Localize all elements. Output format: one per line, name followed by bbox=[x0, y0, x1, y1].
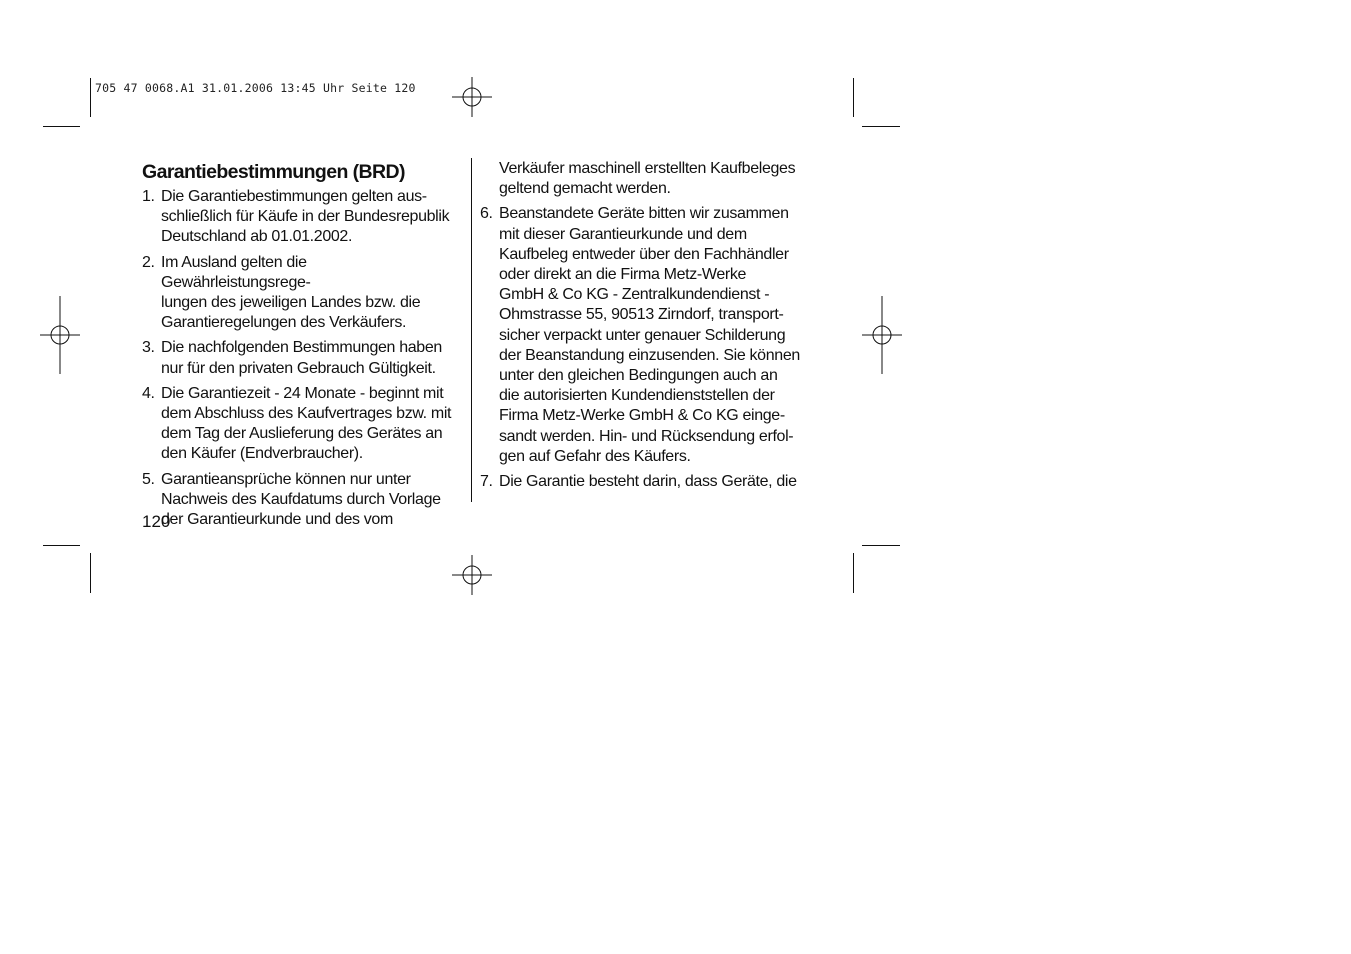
item-text: Im Ausland gelten die Gewährleistungsrege- lungen des jeweiligen Landes bzw. die Garantieregelungen des Verkäufers. bbox=[161, 253, 421, 332]
right-column bbox=[480, 159, 800, 497]
item-number: 3. bbox=[142, 339, 155, 357]
crop-mark bbox=[862, 126, 900, 127]
crop-mark bbox=[90, 553, 91, 593]
item-number: 1. bbox=[142, 188, 155, 205]
registration-mark-icon bbox=[452, 555, 492, 595]
crop-mark bbox=[43, 545, 80, 546]
item-text: Die nachfolgenden Bestimmungen haben nur für den privaten Gebrauch Gültigkeit. bbox=[161, 339, 442, 377]
list-item bbox=[480, 204, 800, 467]
left-list bbox=[142, 187, 460, 530]
registration-mark-icon bbox=[452, 77, 492, 117]
item-number: 2. bbox=[142, 253, 155, 271]
crop-mark bbox=[90, 78, 91, 117]
list-item bbox=[142, 253, 460, 334]
item-number: 4. bbox=[142, 384, 155, 402]
crop-mark bbox=[853, 78, 854, 117]
print-slug: 705 47 0068.A1 31.01.2006 13:45 Uhr Seite 120 bbox=[95, 81, 416, 95]
crop-mark bbox=[853, 553, 854, 593]
item-text: Die Garantie besteht darin, dass Geräte, die bbox=[499, 473, 797, 491]
left-column bbox=[142, 160, 460, 535]
right-list bbox=[480, 204, 800, 492]
crop-mark bbox=[43, 126, 80, 127]
list-item bbox=[142, 470, 460, 531]
crop-mark bbox=[862, 545, 900, 546]
column-divider bbox=[471, 158, 472, 502]
list-item bbox=[142, 187, 460, 248]
item-text: Die Garantiezeit - 24 Monate - beginnt mit dem Abschluss des Kaufvertrages bzw. mit dem Tag der Auslieferung des Gerätes an den Käufer (Endverbraucher). bbox=[161, 384, 452, 463]
continued-text: Verkäufer maschinell erstellten Kaufbeleges geltend gemacht werden. bbox=[499, 160, 796, 198]
item-number: 7. bbox=[480, 473, 493, 491]
page-number: 120 bbox=[142, 512, 171, 531]
item-text: Garantieansprüche können nur unter Nachweis des Kaufdatums durch Vorlage der Garantieurkunde und des vom bbox=[161, 470, 441, 529]
item-text: Beanstandete Geräte bitten wir zusammen mit dieser Garantieurkunde und dem Kaufbeleg entweder über den Fachhändler oder direkt an die Firma Metz-Werke GmbH & Co KG - Zentralkundendienst - Ohmstrasse 55, 90513 Zirndorf, transport- sicher verpackt unter genauer Schilderung der Beanstandung einzusenden. Sie können unter den gleichen Bedingungen auch an die autorisierten Kundendienststellen der Firma Metz-Werke GmbH & Co KG einge- sandt werden. Hin- und Rücksendung erfol- gen auf Gefahr des Käufers. bbox=[499, 205, 800, 465]
item-text: Die Garantiebestimmungen gelten aus- schließlich für Käufe in der Bundesrepublik Deutschland ab 01.01.2002. bbox=[161, 188, 450, 246]
list-item bbox=[142, 384, 460, 465]
item-number: 5. bbox=[142, 470, 155, 488]
item-number: 6. bbox=[480, 205, 493, 223]
list-item bbox=[480, 472, 800, 492]
list-item bbox=[142, 338, 460, 378]
registration-mark-icon bbox=[40, 296, 80, 374]
section-heading: Garantiebestimmungen (BRD) bbox=[142, 161, 405, 183]
registration-mark-icon bbox=[862, 296, 902, 374]
